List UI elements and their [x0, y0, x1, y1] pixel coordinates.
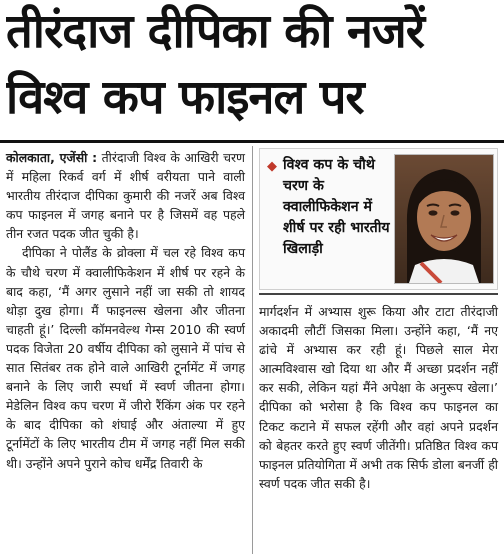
- headline-line-2: विश्व कप फाइनल पर: [6, 70, 364, 125]
- highlight-text: विश्व कप के चौथे चरण के क्वालीफिकेशन में शीर्ष पर रही भारतीय खिलाड़ी: [283, 157, 390, 257]
- athlete-photo: [394, 154, 494, 284]
- dateline: कोलकाता, एजेंसी :: [6, 150, 98, 165]
- highlight-rule: [259, 293, 498, 295]
- highlight-box: [259, 148, 498, 290]
- diamond-bullet-icon: ◆: [267, 159, 277, 174]
- article-para-2: दीपिका ने पोलैंड के व्रोक्ला में चल रहे विश्व कप के चौथे चरण में क्वालीफिकेशन में शीर्ष पर रहने के बाद कहा, ‘मैं अगर लुसाने नहीं जा सकी तो शायद थोड़ा दुख होगा। मैं फाइनल्स खेलना और जीतना चाहती हूं।’ दिल्ली कॉमनवेल्थ गेम्स 2010 की स्वर्ण पदक विजेता 20 वर्षीय दीपिका को लुसाने में पांच से सात सितंबर तक होने वाले आखिरी टूर्नामेंट में जगह बनाने के लिए जारी स्पर्धा में स्वर्ण जीतना होगा। मेडेलिन विश्व कप चरण में जीरो रैंकिंग अंक पर रहने के बाद दीपिका को शंघाई और अंताल्या में हुए टूर्नामेंटों के लिए भारतीय टीम में जगह नहीं मिल सकी थी। उन्होंने अपने पुराने कोच धर्मेंद्र तिवारी के: [6, 245, 245, 471]
- article-para-1-text: तीरंदाजी विश्व के आखिरी चरण में महिला रिकर्व वर्ग में शीर्ष वरीयता पाने वाली भारतीय तीरंदाज दीपिका कुमारी की नजरें अब विश्व कप फाइनल में जगह बनाने पर है जिसमें वह पहले तीन रजत पदक जीत चुकी है।: [6, 150, 245, 242]
- article-para-3: मार्गदर्शन में अभ्यास शुरू किया और टाटा तीरंदाजी अकादमी लौटीं जिसका मिला। उन्होंने कहा, ‘मैं नए ढांचे में अभ्यास कर रही हूं। पिछले साल मेरा आत्मविश्वास खो दिया था और मैं अच्छा प्रदर्शन नहीं कर सकी, लेकिन यहां मैंने अपेक्षा के अनुरूप खेला।’ दीपिका को भरोसा है कि विश्व कप फाइनल का टिकट कटाने में सफल रहेंगी और वहां अपने प्रदर्शन को बेहतर करते हुए स्वर्ण जीतेंगी। प्रतिष्ठित विश्व कप फाइनल प्रतियोगिता में अभी तक सिर्फ डोला बनर्जी ही स्वर्ण पदक जीत सकी है।: [259, 304, 498, 491]
- headline-line-1: तीरंदाज दीपिका की नजरें: [6, 4, 424, 59]
- article-column-left: [6, 148, 245, 473]
- headline-rule: [0, 140, 504, 143]
- article-para-1: [6, 148, 245, 243]
- article-column-right: [259, 302, 498, 493]
- column-divider: [252, 146, 253, 554]
- athlete-portrait-image: [395, 155, 493, 283]
